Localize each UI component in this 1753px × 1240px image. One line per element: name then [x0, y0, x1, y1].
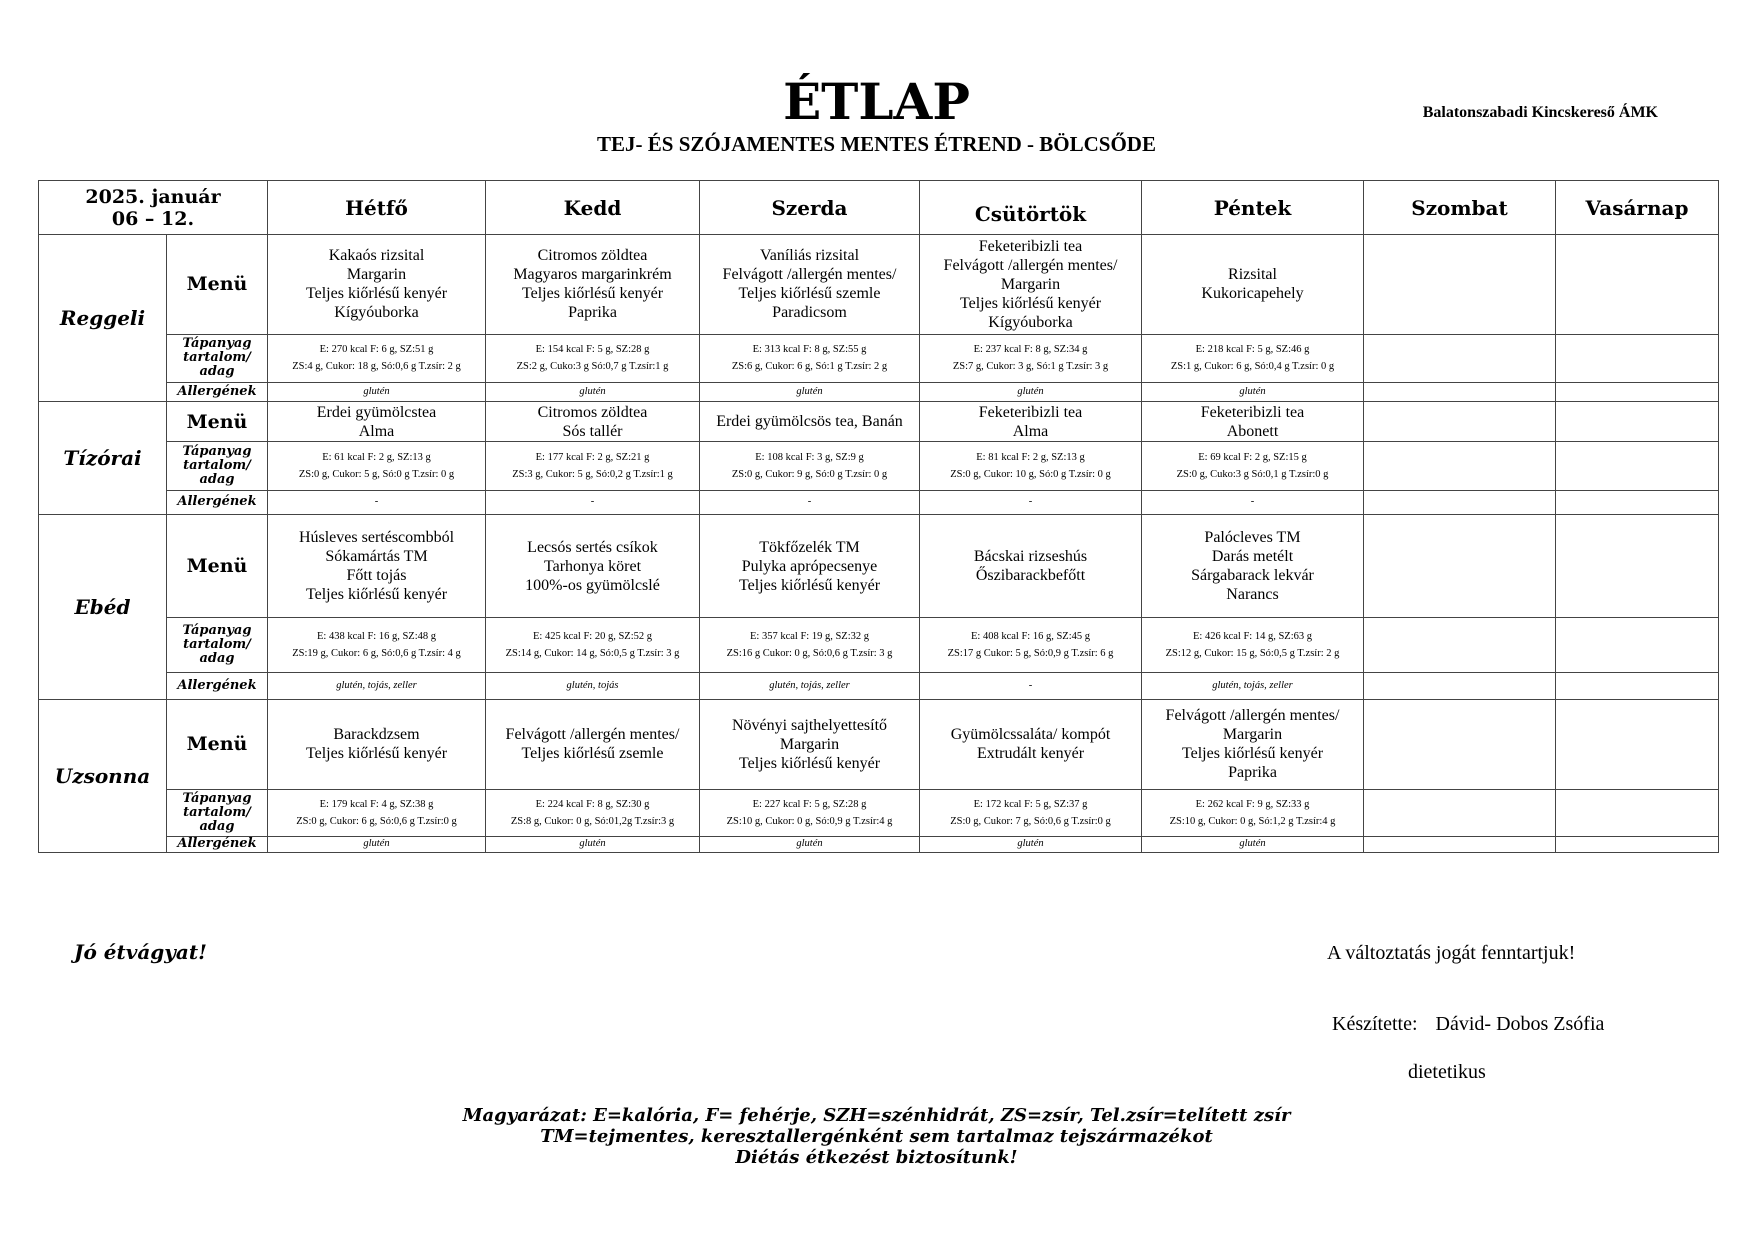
allergen-cell: - — [920, 672, 1142, 699]
week-date-month: 2025. január — [85, 185, 221, 208]
nutrition-line-macros: ZS:6 g, Cukor: 6 g, Só:1 g T.zsír: 2 g — [731, 361, 888, 373]
allergen-cell: glutén, tojás, zeller — [268, 672, 486, 699]
nutrition-cell — [268, 442, 486, 490]
week-date-range: 06 – 12. — [111, 207, 195, 230]
allergen-cell — [1364, 836, 1556, 852]
row-label-menu: Menü — [167, 235, 268, 335]
row-label-nutrition-line: tartalom/ — [183, 457, 251, 473]
nutrition-line-energy: E: 438 kcal F: 16 g, SZ:48 g — [317, 631, 436, 643]
allergen-cell — [1556, 490, 1719, 514]
allergen-cell: glutén, tojás, zeller — [700, 672, 920, 699]
nutrition-line-macros: ZS:10 g, Cukor: 0 g, Só:0,9 g T.zsír:4 g — [726, 815, 893, 827]
nutrition-line-macros: ZS:8 g, Cukor: 0 g, Só:01,2g T.zsír:3 g — [510, 815, 675, 827]
row-label-allergens: Allergének — [167, 382, 268, 401]
nutrition-line-macros: ZS:0 g, Cuko:3 g Só:0,1 g T.zsír:0 g — [1176, 468, 1329, 480]
menu-cell — [1364, 235, 1556, 335]
row-label-nutrition-line: adag — [199, 471, 235, 487]
row-label-nutrition-line: Tápanyag — [182, 790, 252, 806]
row-label-nutrition-line: Tápanyag — [182, 336, 252, 352]
nutrition-cell — [1142, 618, 1364, 672]
author-role: dietetikus — [1408, 1061, 1486, 1083]
nutrition-cell — [1142, 442, 1364, 490]
nutrition-line-energy: E: 270 kcal F: 6 g, SZ:51 g — [319, 344, 434, 356]
menu-cell: Felvágott /allergén mentes/ Teljes kiőrlésű zsemle — [486, 699, 700, 789]
nutrition-line-macros: ZS:0 g, Cukor: 10 g, Só:0 g T.zsír: 0 g — [950, 468, 1111, 480]
nutrition-line-energy: E: 224 kcal F: 8 g, SZ:30 g — [535, 798, 650, 810]
row-label-nutrition — [167, 618, 268, 672]
row-label-nutrition — [167, 334, 268, 382]
meal-row-afternoon-snack-allergens — [39, 836, 1719, 852]
nutrition-cell — [486, 442, 700, 490]
nutrition-line-macros: ZS:3 g, Cukor: 5 g, Só:0,2 g T.zsír:1 g — [512, 468, 673, 480]
meal-name-breakfast: Reggeli — [39, 235, 167, 402]
menu-cell: Feketeribizli tea Felvágott /allergén mentes/ Margarin Teljes kiőrlésű kenyér Kígyóuborka — [920, 235, 1142, 335]
nutrition-line-macros: ZS:14 g, Cukor: 14 g, Só:0,5 g T.zsír: 3 g — [505, 648, 680, 660]
allergen-cell: - — [920, 490, 1142, 514]
menu-cell — [1364, 514, 1556, 618]
nutrition-cell — [486, 789, 700, 836]
nutrition-line-energy: E: 81 kcal F: 2 g, SZ:13 g — [976, 451, 1085, 463]
nutrition-line-energy: E: 357 kcal F: 19 g, SZ:32 g — [750, 631, 869, 643]
meal-name-lunch: Ebéd — [39, 514, 167, 699]
menu-cell: Erdei gyümölcsös tea, Banán — [700, 402, 920, 442]
week-date — [39, 181, 268, 235]
allergen-cell — [1364, 382, 1556, 401]
nutrition-line-energy: E: 154 kcal F: 5 g, SZ:28 g — [535, 344, 650, 356]
menu-cell: Erdei gyümölcstea Alma — [268, 402, 486, 442]
menu-cell: Gyümölcssaláta/ kompót Extrudált kenyér — [920, 699, 1142, 789]
nutrition-line-macros: ZS:7 g, Cukor: 3 g, Só:1 g T.zsír: 3 g — [952, 361, 1109, 373]
nutrition-cell — [920, 618, 1142, 672]
day-header-saturday: Szombat — [1364, 181, 1556, 235]
day-header-sunday: Vasárnap — [1556, 181, 1719, 235]
menu-cell — [1556, 402, 1719, 442]
allergen-cell: glutén — [268, 836, 486, 852]
nutrition-line-energy: E: 108 kcal F: 3 g, SZ:9 g — [755, 451, 864, 463]
row-label-nutrition-line: Tápanyag — [182, 623, 252, 639]
allergen-cell: glutén — [1142, 382, 1364, 401]
menu-cell: Rizsital Kukoricapehely — [1142, 235, 1364, 335]
menu-cell — [1556, 235, 1719, 335]
row-label-allergens: Allergének — [167, 672, 268, 699]
legend — [0, 1105, 1753, 1168]
nutrition-line-energy: E: 262 kcal F: 9 g, SZ:33 g — [1195, 798, 1310, 810]
nutrition-cell — [700, 442, 920, 490]
nutrition-cell — [268, 334, 486, 382]
meal-row-lunch-menu — [39, 514, 1719, 618]
allergen-cell: - — [700, 490, 920, 514]
nutrition-cell — [268, 618, 486, 672]
nutrition-line-macros: ZS:16 g Cukor: 0 g, Só:0,6 g T.zsír: 3 g — [726, 648, 893, 660]
allergen-cell: glutén, tojás, zeller — [1142, 672, 1364, 699]
allergen-cell: glutén — [920, 836, 1142, 852]
menu-cell: Növényi sajthelyettesítő Margarin Teljes kiőrlésű kenyér — [700, 699, 920, 789]
nutrition-cell — [1142, 334, 1364, 382]
nutrition-line-energy: E: 425 kcal F: 20 g, SZ:52 g — [533, 631, 652, 643]
allergen-cell: - — [268, 490, 486, 514]
meal-name-afternoon-snack: Uzsonna — [39, 699, 167, 852]
row-label-menu: Menü — [167, 402, 268, 442]
nutrition-line-macros: ZS:0 g, Cukor: 7 g, Só:0,6 g T.zsír:0 g — [950, 815, 1111, 827]
meal-row-snack-allergens — [39, 490, 1719, 514]
allergen-cell: glutén — [486, 836, 700, 852]
row-label-nutrition-line: adag — [199, 818, 235, 834]
author-label: Készítette: — [1332, 1013, 1418, 1035]
page-title: ÉTLAP — [783, 72, 970, 131]
nutrition-cell — [700, 618, 920, 672]
nutrition-line-energy: E: 61 kcal F: 2 g, SZ:13 g — [322, 451, 431, 463]
nutrition-cell — [486, 334, 700, 382]
meal-name-snack: Tízórai — [39, 402, 167, 515]
header-row — [39, 181, 1719, 235]
nutrition-cell — [1142, 789, 1364, 836]
meal-row-breakfast-menu — [39, 235, 1719, 335]
allergen-cell: glutén — [268, 382, 486, 401]
author-name: Dávid- Dobos Zsófia — [1435, 1013, 1605, 1035]
allergen-cell: - — [486, 490, 700, 514]
nutrition-line-macros: ZS:0 g, Cukor: 9 g, Só:0 g T.zsír: 0 g — [731, 468, 888, 480]
menu-cell: Tökfőzelék TM Pulyka aprópecsenye Teljes kiőrlésű kenyér — [700, 514, 920, 618]
nutrition-line-energy: E: 69 kcal F: 2 g, SZ:15 g — [1198, 451, 1307, 463]
rights-notice: A változtatás jogát fenntartjuk! — [1327, 942, 1576, 964]
menu-cell: Vaníliás rizsital Felvágott /allergén mentes/ Teljes kiőrlésű szemle Paradicsom — [700, 235, 920, 335]
allergen-cell: - — [1142, 490, 1364, 514]
allergen-cell: glutén, tojás — [486, 672, 700, 699]
page-subtitle: TEJ- ÉS SZÓJAMENTES MENTES ÉTREND - BÖLCSŐDE — [597, 132, 1156, 156]
nutrition-line-macros: ZS:17 g Cukor: 5 g, Só:0,9 g T.zsír: 6 g — [947, 648, 1114, 660]
nutrition-line-energy: E: 177 kcal F: 2 g, SZ:21 g — [535, 451, 650, 463]
menu-cell: Citromos zöldtea Sós tallér — [486, 402, 700, 442]
row-label-nutrition-line: Tápanyag — [182, 443, 252, 459]
nutrition-cell — [1556, 334, 1719, 382]
legend-line-tm: TM=tejmentes, keresztallergénként sem tartalmaz tejszármazékot — [540, 1126, 1213, 1147]
nutrition-line-macros: ZS:1 g, Cukor: 6 g, Só:0,4 g T.zsír: 0 g — [1170, 361, 1335, 373]
meal-row-breakfast-allergens — [39, 382, 1719, 401]
row-label-nutrition — [167, 789, 268, 836]
day-header-tuesday: Kedd — [486, 181, 700, 235]
row-label-nutrition-line: tartalom/ — [183, 637, 251, 653]
allergen-cell — [1556, 382, 1719, 401]
legend-line-abbreviations: Magyarázat: E=kalória, F= fehérje, SZH=szénhidrát, ZS=zsír, Tel.zsír=telített zsír — [462, 1105, 1291, 1126]
nutrition-line-macros: ZS:0 g, Cukor: 6 g, Só:0,6 g T.zsír:0 g — [296, 815, 457, 827]
row-label-nutrition-line: tartalom/ — [183, 804, 251, 820]
menu-cell: Lecsós sertés csíkok Tarhonya köret 100%-os gyümölcslé — [486, 514, 700, 618]
allergen-cell: glutén — [1142, 836, 1364, 852]
menu-cell: Feketeribizli tea Abonett — [1142, 402, 1364, 442]
nutrition-cell — [486, 618, 700, 672]
allergen-cell — [1364, 672, 1556, 699]
legend-line-diet: Diétás étkezést biztosítunk! — [735, 1147, 1018, 1168]
day-header-thursday: Csütörtök — [920, 181, 1142, 235]
nutrition-line-energy: E: 426 kcal F: 14 g, SZ:63 g — [1193, 631, 1312, 643]
menu-cell: Bácskai rizseshús Őszibarackbefőtt — [920, 514, 1142, 618]
nutrition-line-macros: ZS:12 g, Cukor: 15 g, Só:0,5 g T.zsír: 2 g — [1165, 648, 1340, 660]
menu-cell — [1364, 402, 1556, 442]
nutrition-line-macros: ZS:2 g, Cuko:3 g Só:0,7 g T.zsír:1 g — [516, 361, 669, 373]
menu-cell — [1556, 514, 1719, 618]
nutrition-line-energy: E: 408 kcal F: 16 g, SZ:45 g — [971, 631, 1090, 643]
nutrition-cell — [920, 442, 1142, 490]
nutrition-cell — [1556, 442, 1719, 490]
nutrition-line-macros: ZS:10 g, Cukor: 0 g, Só:1,2 g T.zsír:4 g — [1169, 815, 1336, 827]
nutrition-line-energy: E: 313 kcal F: 8 g, SZ:55 g — [752, 344, 867, 356]
nutrition-line-macros: ZS:4 g, Cukor: 18 g, Só:0,6 g T.zsír: 2 g — [292, 361, 461, 373]
nutrition-cell — [1556, 618, 1719, 672]
menu-table — [38, 180, 1719, 853]
meal-row-snack-menu — [39, 402, 1719, 442]
allergen-cell: glutén — [700, 836, 920, 852]
row-label-nutrition-line: adag — [199, 651, 235, 667]
nutrition-line-energy: E: 237 kcal F: 8 g, SZ:34 g — [973, 344, 1088, 356]
nutrition-cell — [1556, 789, 1719, 836]
meal-row-afternoon-snack-menu — [39, 699, 1719, 789]
row-label-nutrition-line: tartalom/ — [183, 350, 251, 366]
nutrition-line-energy: E: 227 kcal F: 5 g, SZ:28 g — [752, 798, 867, 810]
nutrition-cell — [1364, 442, 1556, 490]
nutrition-line-macros: ZS:19 g, Cukor: 6 g, Só:0,6 g T.zsír: 4 g — [292, 648, 461, 660]
row-label-nutrition — [167, 442, 268, 490]
row-label-allergens: Allergének — [167, 836, 268, 852]
nutrition-cell — [920, 789, 1142, 836]
allergen-cell — [1364, 490, 1556, 514]
allergen-cell: glutén — [486, 382, 700, 401]
organization-name: Balatonszabadi Kincskereső ÁMK — [1422, 104, 1658, 121]
meal-row-snack-nutrition — [39, 442, 1719, 490]
nutrition-cell — [920, 334, 1142, 382]
row-label-menu: Menü — [167, 699, 268, 789]
nutrition-cell — [1364, 618, 1556, 672]
menu-cell: Kakaós rizsital Margarin Teljes kiőrlésű kenyér Kígyóuborka — [268, 235, 486, 335]
day-header-wednesday: Szerda — [700, 181, 920, 235]
nutrition-cell — [1364, 334, 1556, 382]
row-label-nutrition-line: adag — [199, 364, 235, 380]
menu-cell: Húsleves sertéscombból Sókamártás TM Főtt tojás Teljes kiőrlésű kenyér — [268, 514, 486, 618]
greeting-text: Jó étvágyat! — [74, 940, 207, 964]
nutrition-cell — [700, 789, 920, 836]
row-label-allergens: Allergének — [167, 490, 268, 514]
nutrition-line-energy: E: 218 kcal F: 5 g, SZ:46 g — [1195, 344, 1310, 356]
day-header-friday: Péntek — [1142, 181, 1364, 235]
menu-cell — [1364, 699, 1556, 789]
meal-row-lunch-nutrition — [39, 618, 1719, 672]
nutrition-cell — [1364, 789, 1556, 836]
allergen-cell: glutén — [700, 382, 920, 401]
day-header-monday: Hétfő — [268, 181, 486, 235]
nutrition-line-energy: E: 172 kcal F: 5 g, SZ:37 g — [973, 798, 1088, 810]
allergen-cell: glutén — [920, 382, 1142, 401]
meal-row-breakfast-nutrition — [39, 334, 1719, 382]
menu-cell: Barackdzsem Teljes kiőrlésű kenyér — [268, 699, 486, 789]
allergen-cell — [1556, 836, 1719, 852]
author-line — [1332, 1013, 1604, 1036]
menu-cell — [1556, 699, 1719, 789]
menu-cell: Felvágott /allergén mentes/ Margarin Teljes kiőrlésű kenyér Paprika — [1142, 699, 1364, 789]
menu-cell: Palócleves TM Darás metélt Sárgabarack lekvár Narancs — [1142, 514, 1364, 618]
allergen-cell — [1556, 672, 1719, 699]
meal-row-lunch-allergens — [39, 672, 1719, 699]
menu-cell: Feketeribizli tea Alma — [920, 402, 1142, 442]
row-label-menu: Menü — [167, 514, 268, 618]
nutrition-line-macros: ZS:0 g, Cukor: 5 g, Só:0 g T.zsír: 0 g — [298, 468, 455, 480]
nutrition-cell — [700, 334, 920, 382]
nutrition-line-energy: E: 179 kcal F: 4 g, SZ:38 g — [319, 798, 434, 810]
meal-row-afternoon-snack-nutrition — [39, 789, 1719, 836]
menu-cell: Citromos zöldtea Magyaros margarinkrém Teljes kiőrlésű kenyér Paprika — [486, 235, 700, 335]
nutrition-cell — [268, 789, 486, 836]
